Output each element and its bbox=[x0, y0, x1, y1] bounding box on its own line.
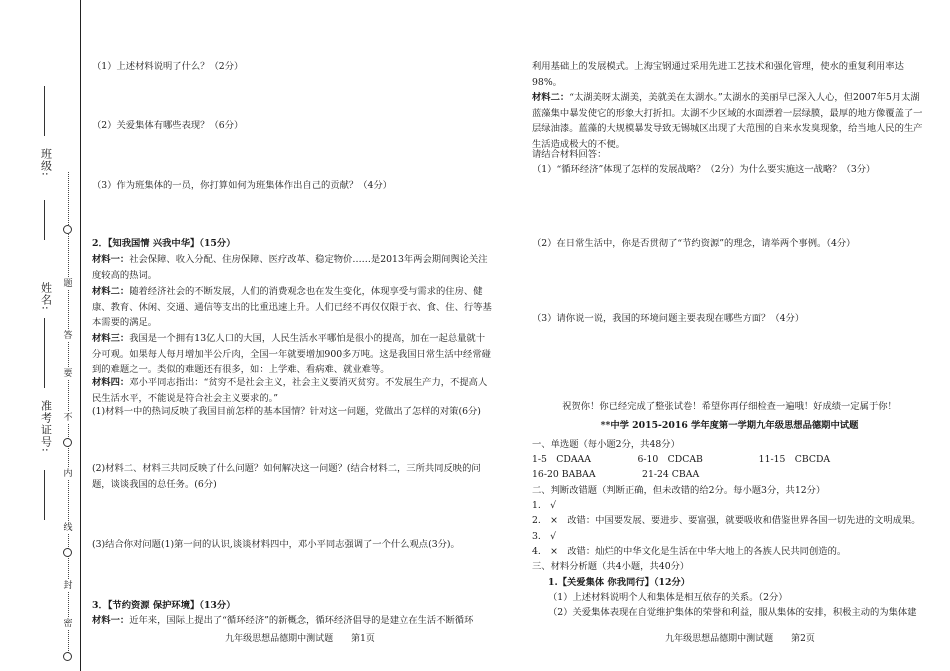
judge-answer-1: 1. √ bbox=[532, 500, 557, 511]
answer-prompt: 请结合材料回答： bbox=[532, 149, 607, 160]
section-1-heading: 一、单选题（每小题2分，共48分） bbox=[532, 439, 680, 450]
material-text: “太湖美呀太湖美，美就美在太湖水。”太湖水的美丽早已深入人心，但2007年5月太湖蓝藻集中暴发使它的形象大打折扣。太湖不少区域的水面漂着一层绿膜，最厚的地方像覆盖了一层绿油漆。蓝藻的大规模暴发导致无锡城区出现了大范围的自来水发臭现象，给当地人民的生产生活造成极大的不便。 bbox=[532, 92, 923, 150]
name-line bbox=[44, 318, 45, 388]
question-2-title: 2．【知我国情 兴我中华】（15分） bbox=[92, 238, 236, 249]
material-label: 材料三： bbox=[92, 333, 130, 344]
question-3-title: 3．【节约资源 保护环境】（13分） bbox=[92, 600, 236, 611]
seal-char: 要 bbox=[63, 369, 73, 379]
question-2-3: (3)结合你对问题(1)第一问的认识,谈谈材料四中，邓小平同志强调了一个什么观点(3分)。 bbox=[92, 539, 460, 550]
answers-row-2: 16-20 BABAA 21-24 CBAA bbox=[532, 469, 700, 480]
judge-answer-3: 3. √ bbox=[532, 531, 557, 542]
closing-greeting: 祝贺你！你已经完成了整张试卷！希望你再仔细检查一遍哦！好成绩一定属于你！ bbox=[562, 401, 897, 412]
judge-answer-4: 4. × 改错：灿烂的中华文化是生活在中华大地上的各族人民共同创造的。 bbox=[532, 546, 847, 557]
seal-char: 密 bbox=[63, 619, 73, 629]
class-line bbox=[44, 86, 45, 136]
material-2 bbox=[92, 284, 492, 331]
judge-answer-2: 2. × 改错：中国要发展、要进步、要富强，就要吸收和借鉴世界各国一切先进的文明成果。 bbox=[532, 515, 921, 526]
question-3-3: （3）请你说一说，我国的环境问题主要表现在哪些方面？（4分） bbox=[532, 313, 805, 324]
seal-char: 封 bbox=[63, 581, 73, 591]
question-1-1: （1）上述材料说明了什么？（2分） bbox=[92, 61, 244, 72]
question-3-1: （1）“循环经济”体现了怎样的发展战略？（2分）为什么要实施这一战略？（3分） bbox=[532, 164, 876, 175]
seal-char: 线 bbox=[63, 523, 73, 533]
exam-no-label: 准考证号: bbox=[39, 400, 53, 453]
material-text: 社会保障、收入分配、住房保障、医疗改革、稳定物价……是2013年两会期间舆论关注度较高的热词。 bbox=[92, 254, 488, 281]
seal-char: 题 bbox=[63, 279, 73, 289]
question-3-material-1 bbox=[92, 613, 492, 629]
material-1-continued: 利用基础上的发展模式。上海宝钢通过采用先进工艺技术和强化管理，使水的重复利用率达98%。 bbox=[532, 61, 904, 88]
question-3-2: （2）在日常生活中，你是否贯彻了“节约资源”的理念，请举两个事例。（4分） bbox=[532, 238, 856, 249]
section-3-heading: 三、材料分析题（共4小题，共40分） bbox=[532, 561, 690, 572]
page-footer-1: 九年级思想品德期中测试题 第1页 bbox=[225, 634, 375, 644]
section-3-answer-1: （1）上述材料说明个人和集体是相互依存的关系。（2分） bbox=[548, 592, 788, 603]
question-2-1: (1)材料一中的热词反映了我国目前怎样的基本国情？针对这一问题，党做出了怎样的对策(6分) bbox=[92, 406, 481, 417]
seal-circle bbox=[63, 438, 72, 447]
material-label: 材料二： bbox=[532, 92, 570, 103]
material-label: 材料二： bbox=[92, 286, 130, 297]
material-4 bbox=[92, 375, 492, 406]
seal-char: 内 bbox=[63, 469, 73, 479]
question-1-3: （3）作为班集体的一员，你打算如何为班集体作出自己的贡献？（4分） bbox=[92, 180, 393, 191]
material-label: 材料一： bbox=[92, 615, 130, 626]
seal-char: 不 bbox=[63, 413, 73, 423]
answers-row-1: 1-5 CDAAA 6-10 CDCAB 11-15 CBCDA bbox=[532, 454, 831, 465]
material-text: 近年来，国际上提出了“循环经济”的新概念，循环经济倡导的是建立在生活不断循环 bbox=[129, 615, 474, 626]
material-text: 随着经济社会的不断发展，人们的消费观念也在发生变化，体现享受与需求的住房、健康、教育、休闲、交通、通信等支出的比重迅速上升。人们已经不再仅仅限于衣、食、住、行等基本需要的满足。 bbox=[92, 286, 492, 328]
question-2-2: (2)材料二、材料三共同反映了什么问题？如何解决这一问题？(结合材料二，三所共同反映的问题，谈谈我国的总任务。(6分) bbox=[92, 463, 481, 490]
seal-circle bbox=[63, 548, 72, 557]
seal-char: 答 bbox=[63, 331, 73, 341]
exam-no-line bbox=[44, 470, 45, 520]
material-text: 邓小平同志指出：“贫穷不是社会主义，社会主义要消灭贫穷。不发展生产力，不提高人民生活水平，不能说是符合社会主义要求的。” bbox=[92, 377, 488, 404]
seal-circle bbox=[63, 225, 72, 234]
answer-key-title: **中学 2015-2016 学年度第一学期九年级思想品德期中试题 bbox=[600, 420, 859, 431]
section-2-heading: 二、判断改错题（判断正确，但未改错的给2分。每小题3分，共12分） bbox=[532, 485, 826, 496]
section-3-question-1: 1.【关爱集体 你我同行】（12分） bbox=[548, 577, 691, 588]
question-1-2: （2）关爱集体有哪些表现？（6分） bbox=[92, 120, 244, 131]
class-line-2 bbox=[44, 200, 45, 240]
page-footer-2: 九年级思想品德期中测试题 第2页 bbox=[665, 634, 815, 644]
material-3 bbox=[92, 331, 492, 378]
material-label: 材料一： bbox=[92, 254, 130, 265]
name-label: 姓名: bbox=[39, 282, 53, 311]
material-2 bbox=[532, 90, 927, 152]
section-3-answer-2: （2）关爱集体表现在自觉维护集体的荣誉和利益，服从集体的安排，积极主动的为集体建 bbox=[548, 607, 917, 618]
material-1 bbox=[92, 252, 492, 283]
binding-margin bbox=[0, 0, 81, 671]
seal-circle bbox=[63, 652, 72, 661]
material-text: 我国是一个拥有13亿人口的大国，人民生活水平哪怕是很小的提高，加在一起总量就十分可观。如果每人每月增加半公斤肉，全国一年就要增加900多万吨。这是我国日常生活中经常碰到的难题之一。类似的难题还有很多，如：上学难、看病难、就业难等。 bbox=[92, 333, 491, 375]
class-label: 班级: bbox=[39, 148, 53, 177]
material-label: 材料四： bbox=[92, 377, 130, 388]
